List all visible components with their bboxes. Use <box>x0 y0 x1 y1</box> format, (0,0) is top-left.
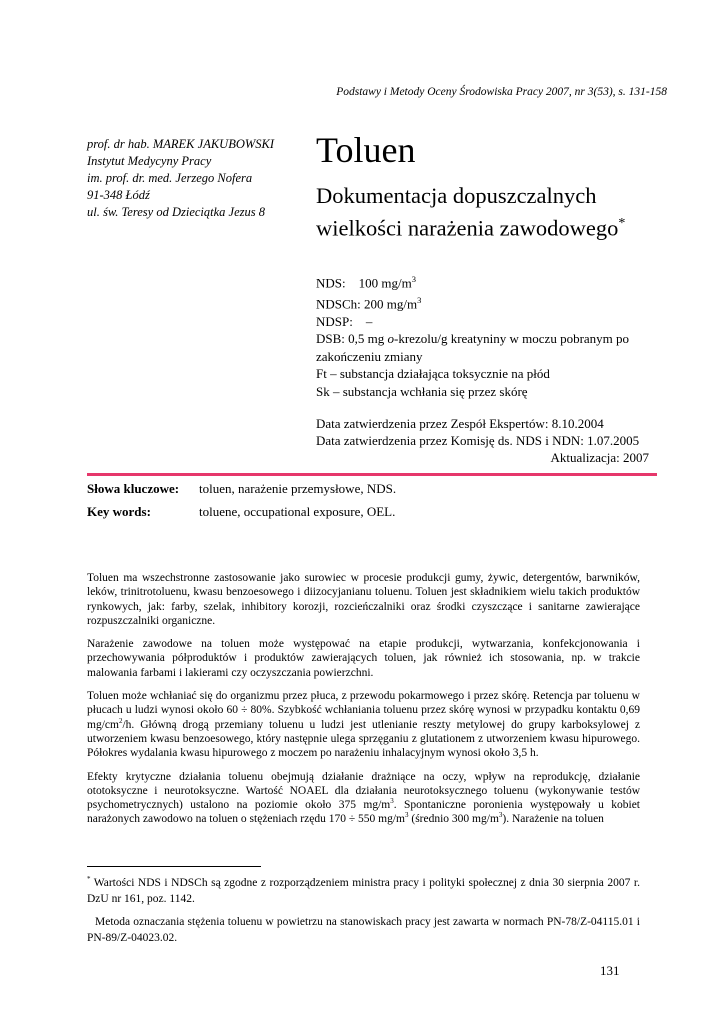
paragraph-3 <box>87 689 640 760</box>
date-update: Aktualizacja: 2007 <box>550 450 649 465</box>
author-postal-code: 91-348 Łódź <box>87 188 150 202</box>
author-street: ul. św. Teresy od Dzieciątka Jezus 8 <box>87 205 265 219</box>
p4-text-b: . Spontaniczne poronienia występowały u kobiet narażonych zawodowo na toluen o stężeniach rzędu 170 ÷ 550 mg/m <box>87 799 640 826</box>
nds-label: NDS: <box>316 275 346 291</box>
author-name: prof. dr hab. MAREK JAKUBOWSKI <box>87 137 275 151</box>
keywords-pl-label: Słowa kluczowe: <box>87 481 180 496</box>
footnote-1 <box>87 871 640 907</box>
ndsp-row <box>316 313 661 331</box>
ndsch-row <box>316 292 661 313</box>
dsb-text-a: DSB: 0,5 mg <box>316 331 388 347</box>
keywords-pl-value: toluen, narażenie przemysłowe, NDS. <box>199 481 397 496</box>
p4-exponent-3: 3 <box>498 811 503 820</box>
subtitle-footnote-mark: * <box>618 216 626 231</box>
p4-text-a: Efekty krytyczne działania toluenu obejmują działanie drażniące na oczy, wpływ na reprodukcję, działanie ototoksyczne i neurotoksyczne. Wartość NOAEL dla działania neurotoksycznego toluenu (wykonywanie testów psychometrycznych) ustalono na poziomie około 375 mg/m <box>87 770 640 812</box>
ndsp-label: NDSP: <box>316 313 353 329</box>
keywords-pl <box>87 481 647 497</box>
sk-row: Sk – substancja wchłania się przez skórę <box>316 383 528 399</box>
ndsch-value: 200 mg/m <box>364 296 418 312</box>
p3-text-a: Toluen może wchłaniać się do organizmu przez płuca, z przewodu pokarmowego i przez skórę. Retencja par toluenu w płucach u ludzi wynosi około 60 ÷ 80%. Szybkość wchłaniania toluenu przez skórę wynosi w przypadku kontaktu 0,69 mg/cm <box>87 690 640 731</box>
approval-dates <box>316 415 649 466</box>
dsb-italic: o <box>387 331 395 347</box>
page-title: Toluen <box>316 130 416 170</box>
author-block <box>87 136 302 221</box>
dsb-text-b: -krezolu/g kreatyniny w moczu pobranym po zakończeniu zmiany <box>316 331 630 364</box>
keywords-en-value: toluene, occupational exposure, OEL. <box>199 504 396 519</box>
p4-text-c: (średnio 300 mg/m <box>408 813 499 826</box>
paragraph-1: Toluen ma wszechstronne zastosowanie jako surowiec w procesie produkcji gumy, żywic, detergentów, barwników, leków, trinitrotoluenu, kwasu benzoesowego i diizocyjanianu toluenu. Toluen jest składnikiem wielu takich produktów rynkowych, jak: farby, szelak, inhibitory korozji, rozcieńczalniki oraz środki czyszczące i sanitarne zawierające rozpuszczalniki organiczne. <box>87 572 640 627</box>
ndsp-value: – <box>365 313 373 329</box>
page-subtitle <box>316 182 661 243</box>
exposure-limits <box>316 271 661 400</box>
p3-exponent: 2 <box>118 716 123 725</box>
p4-text-d: ). Narażenie na toluen <box>502 813 604 826</box>
nds-exponent: 3 <box>411 274 416 284</box>
dsb-row <box>316 330 661 365</box>
abstract-body <box>87 571 640 836</box>
keywords-en-label: Key words: <box>87 504 151 519</box>
page-number: 131 <box>600 963 620 978</box>
footnote-1-text: Wartości NDS i NDSCh są zgodne z rozporządzeniem ministra pracy i polityki społecznej z dnia 30 sierpnia 2007 r. DzU nr 161, poz. 1142. <box>87 876 640 905</box>
nds-row <box>316 271 661 292</box>
section-divider <box>87 473 657 476</box>
journal-citation: Podstawy i Metody Oceny Środowiska Pracy 2007, nr 3(53), s. 131-158 <box>336 86 667 98</box>
author-institute: Instytut Medycyny Pracy <box>87 154 212 168</box>
ndsch-exponent: 3 <box>417 294 422 305</box>
subtitle-text: Dokumentacja dopuszczalnych wielkości narażenia zawodowego <box>316 183 619 241</box>
p4-exponent-1: 3 <box>390 797 394 806</box>
author-institute-patron: im. prof. dr. med. Jerzego Nofera <box>87 171 253 185</box>
footnote-mark: * <box>87 875 91 883</box>
keywords-en <box>87 504 647 520</box>
nds-value: 100 mg/m <box>358 275 412 291</box>
date-experts: Data zatwierdzenia przez Zespół Ekspertów: 8.10.2004 <box>316 416 604 431</box>
footnote-2: Metoda oznaczania stężenia toluenu w powietrzu na stanowiskach pracy jest zawarta w normach PN-78/Z-04115.01 i PN-89/Z-04023.02. <box>87 915 640 944</box>
ndsch-label: NDSCh: <box>316 296 361 312</box>
footnote-divider <box>87 866 261 867</box>
p3-text-b: /h. Główną drogą przemiany toluenu u ludzi jest utlenianie reszty metylowej do grupy karboksylowej z utworzeniem kwasu benzoesowego, który następnie ulega sprzęganiu z glutationem z utworzeniem kwasu hipurowego. Półokres wydalania kwasu hipurowego z moczem po narażeniu inhalacyjnym wynosi około 3,5 h. <box>87 718 640 760</box>
date-commission: Data zatwierdzenia przez Komisję ds. NDS i NDN: 1.07.2005 <box>316 433 640 448</box>
p4-exponent-2: 3 <box>405 811 409 820</box>
paragraph-4 <box>87 770 640 827</box>
paragraph-2: Narażenie zawodowe na toluen może występować na etapie produkcji, wytwarzania, konfekcjonowania i przechowywania półproduktów i produktów zawierających toluen, jak również ich stosowania, np. w trakcie malowania farbami i lakierami czy oczyszczania powierzchni. <box>87 638 640 679</box>
footnotes <box>87 871 640 953</box>
ft-row: Ft – substancja działająca toksycznie na płód <box>316 366 550 382</box>
